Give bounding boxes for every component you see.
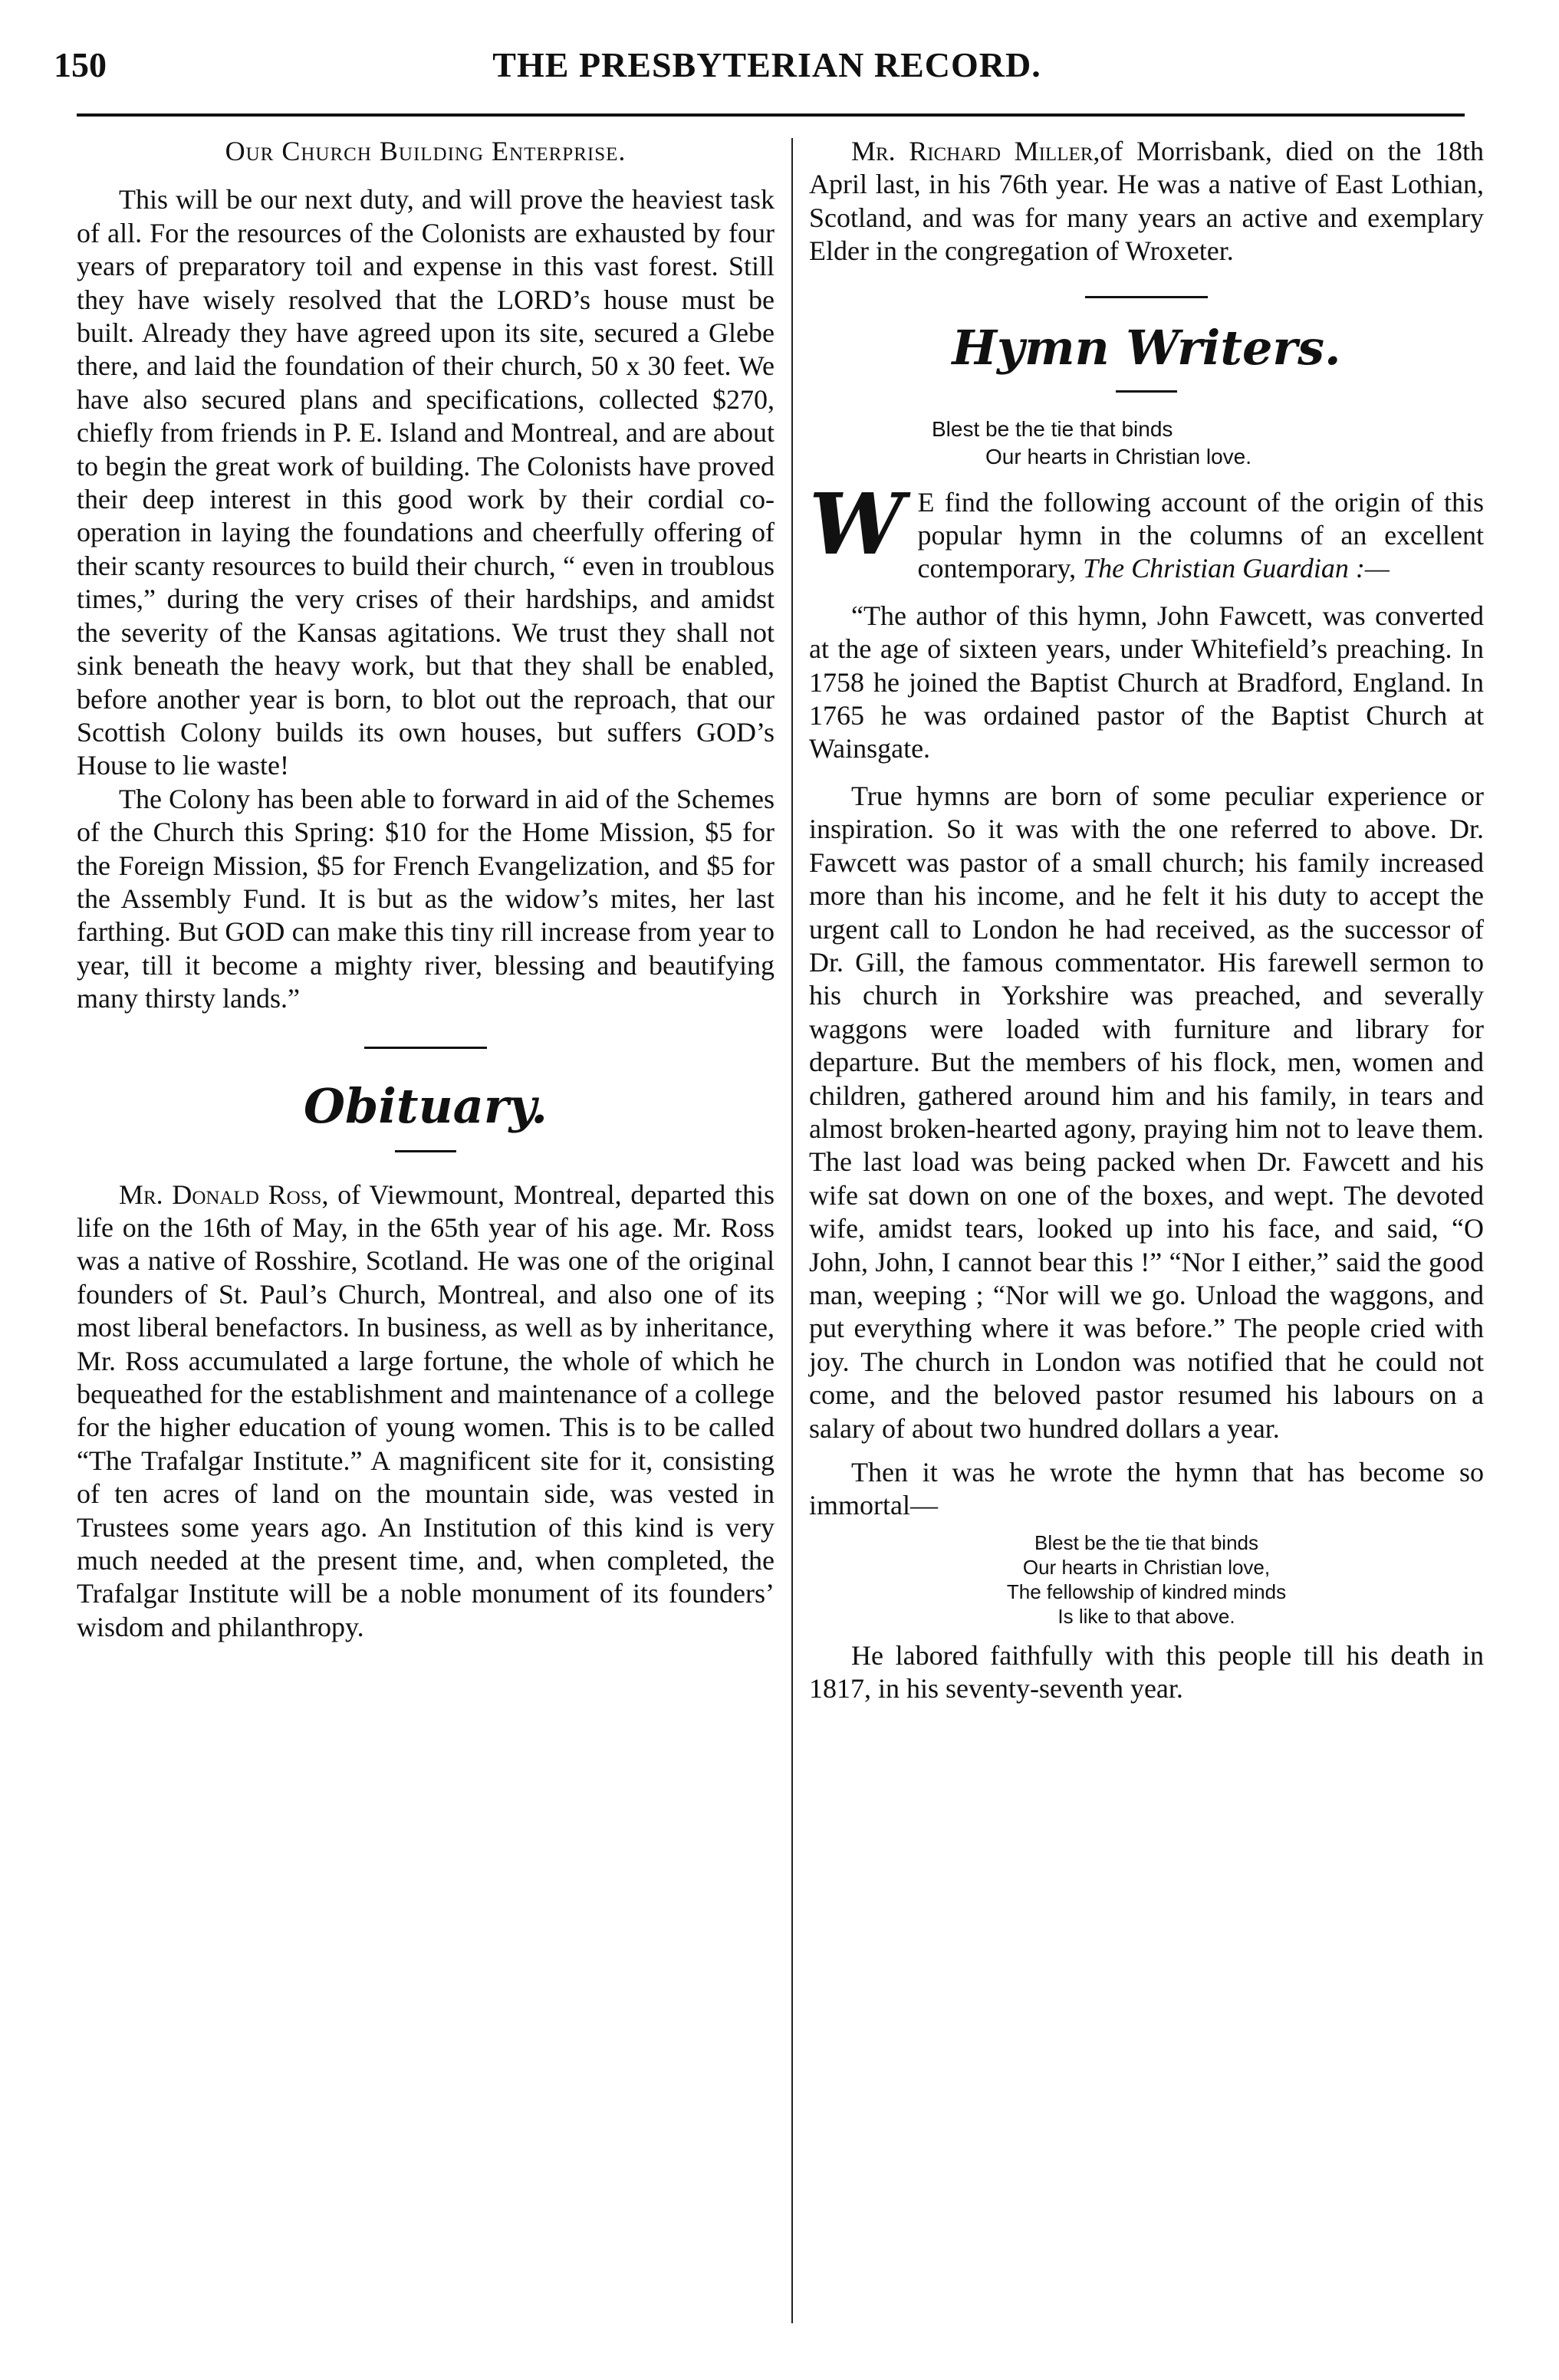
verse-line: Blest be the tie that binds [1034,1530,1258,1554]
building-paragraph-1: This will be our next duty, and will prove the heaviest task of all. For the resources of the Colonists are exhausted by four years of preparatory toil and expense in this vast forest. Still they have wisely resolved that the LORD’s house must be built. Already they have agreed upon its site, secured a Glebe there, and laid the foundation of their church, 50 x 30 feet. We have also secured plans and specifications, collected $270, chiefly from friends in P. E. Island and Montreal, and are about to begin the great work of building. The Colonists have proved their deep interest in this good work by their cordial co-operation in laying the foundations and cheerfully offering of their scanty resources to build their church, “ even in troublous times,” during the very crises of their hardships, and amidst the severity of the Kansas agitations. We trust they shall not sink beneath the heavy work, but that they shall be enabled, before another year is born, to blot out the reproach, that our Scottish Colony builds its own houses, but suffers GOD’s House to lie waste! [77,184,775,781]
right-column [809,135,1484,1706]
closing-paragraph: He labored faithfully with this people till his death in 1817, in his seventy-seventh year. [809,1639,1484,1704]
section-divider [364,1047,487,1049]
page-header [54,44,1480,98]
verse-line: The fellowship of kindred minds [1006,1580,1287,1603]
page-number: 150 [54,45,107,84]
miller-text: of Morrisbank, died on the 18th April last, in his 76th year. He was a native of East Lothian, Scotland, and was for many years an active and exemplary Elder in the congregation of Wroxeter. [809,136,1484,267]
obituary-heading: Obituary. [304,1077,548,1134]
miller-name: Mr. Richard Miller, [851,136,1100,166]
hymn-origin: Then it was he wrote the hymn that has become so immortal— [809,1457,1484,1521]
quote-paragraph: “The author of this hymn, John Fawcett, was converted at the age of sixteen years, under Whitefield’s preaching. In 1758 he joined the Baptist Church at Bradford, England. In 1765 he was ordained pastor of the Baptist Church at Wainsgate. [809,600,1484,764]
section-divider-right [1085,296,1208,298]
hymn-writers-heading: Hymn Writers. [952,319,1341,376]
building-paragraph-2: The Colony has been able to forward in aid of the Schemes of the Church this Spring: $10 for the Home Mission, $5 for the Foreign Mission, $5 for French Evangelization, and $5 for the Assembly Fund. It is but as the widow’s mites, her last farthing. But GOD can make this tiny rill increase from year to year, till it become a mighty river, blessing and beautifying many thirsty lands.” [77,783,775,1014]
obit-text: of Viewmount, Montreal, departed this life on the 16th of May, in the 65th year of his age. Mr. Ross was a native of Rosshire, Scotland. He was one of the original founders of St. Paul’s Church, Montreal, and also one of its most liberal benefactors. In business, as well as by inheritance, Mr. Ross accumulated a large fortune, the whole of which he bequeathed for the establishment and maintenance of a college for the higher education of young women. This is to be called “The Trafalgar Institute.” A magnificent site for it, consisting of ten acres of land on the mountain side, was vested in Trustees some years ago. An Institution of this kind is very much needed at the present time, and, when completed, the Trafalgar Institute will be a noble monument of its founders’ wisdom and philanthropy. [77,1178,775,1642]
hymn-verse [809,1530,1484,1629]
fawcett-story: True hymns are born of some peculiar experience or inspiration. So it was with the one referred to above. Dr. Fawcett was pastor of a small church; his family increased more than his income, and he felt it his duty to accept the urgent call to London he had received, as the successor of Dr. Gill, the famous commentator. His farewell sermon to his church in Yorkshire was preached, and severally waggons were loaded with furniture and library for departure. But the members of his flock, men, women and children, gathered around him and his family, in tears and almost broken-hearted agony, praying him not to leave them. The last load was being packed when Dr. Fawcett and his wife sat down on one of the boxes, and wept. The devoted wife, amidst tears, looked up into his face, and said, “O John, John, I cannot bear this !” “Nor I either,” said the good man, weeping ; “Nor will we go. Unload the waggons, and put everything where it was before.” The people cried with joy. The church in London was notified that he could not come, and the beloved pastor resumed his labours on a salary of about two hundred dollars a year. [809,780,1484,1444]
obituary-ross [77,1178,775,1645]
intro-source: The Christian Guardian :— [1083,553,1390,584]
hymn-heading-rule [1116,390,1177,393]
heading-rule [395,1150,456,1152]
epigraph-line-1: Blest be the tie that binds [932,416,1173,441]
hymn-intro [809,486,1484,586]
intro-text: E find the following account of the origin of this popular hymn in the columns of an excellent contemporary, [917,486,1484,584]
left-column [77,135,775,1644]
epigraph-line-2: Our hearts in Christian love. [985,444,1252,468]
obit-name: Mr. Donald Ross, [119,1178,329,1210]
verse-line: Is like to that above. [1057,1604,1235,1628]
running-title: THE PRESBYTERIAN RECORD. [492,45,1041,84]
column-divider [791,138,793,2323]
header-rule [77,113,1465,117]
drop-cap: W [809,485,904,574]
obituary-miller [809,135,1484,268]
section-heading: Our Church Building Enterprise. [225,136,627,166]
verse-line: Our hearts in Christian love, [1022,1555,1271,1579]
